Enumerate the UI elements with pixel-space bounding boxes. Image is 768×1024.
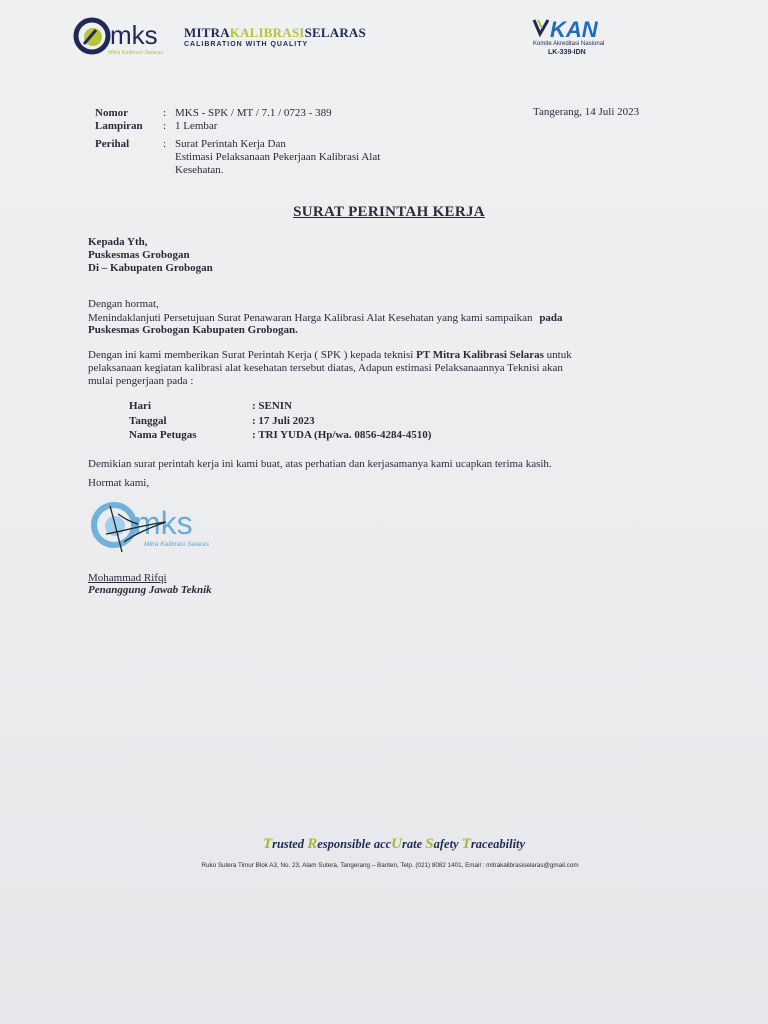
- logo-text: mks: [110, 20, 158, 50]
- motto-cap-5: S: [425, 836, 434, 852]
- brand-part-2: KALIBRASI: [229, 25, 305, 40]
- company-motto: [0, 836, 768, 853]
- detail-label-petugas: Nama Petugas: [129, 429, 197, 441]
- signer-role: Penanggung Jawab Teknik: [88, 584, 212, 596]
- kan-logo-text: KAN: [550, 17, 598, 42]
- motto-word-3: acc: [373, 837, 392, 851]
- motto-word-2: esponsible: [317, 837, 374, 851]
- nomor-value: MKS - SPK / MT / 7.1 / 0723 - 389: [175, 107, 332, 119]
- kan-code: LK-339-IDN: [548, 49, 586, 56]
- kan-subtitle: Komite Akreditasi Nasional: [533, 41, 605, 47]
- perihal-line-1: Surat Perintah Kerja Dan: [175, 138, 286, 150]
- paragraph-2-pre: Dengan ini kami memberikan Surat Perintah Kerja ( SPK ) kepada teknisi: [88, 349, 414, 361]
- detail-value-hari: : SENIN: [252, 400, 293, 412]
- paragraph-2-line-2: pelaksanaan kegiatan kalibrasi alat kesehatan tersebut diatas, Adapun estimasi Pelaksanaannya Teknisi akan: [88, 362, 563, 374]
- paragraph-1-text: Menindaklanjuti Persetujuan Surat Penawaran Harga Kalibrasi Alat Kesehatan yang kami sampaikan: [88, 312, 533, 324]
- motto-cap-4: U: [391, 836, 403, 852]
- motto-cap-1: T: [262, 836, 273, 852]
- stamp-text: mks: [134, 505, 193, 541]
- letter-title: SURAT PERINTAH KERJA: [293, 204, 485, 220]
- closing-sentence: Demikian surat perintah kerja ini kami buat, atas perhatian dan kerjasamanya kami ucapkan terima kasih.: [88, 458, 552, 470]
- logo-subtext: Mitra Kalibrasi Selaras: [108, 50, 164, 56]
- detail-label-tanggal: Tanggal: [129, 415, 167, 427]
- brand-name: [184, 25, 366, 41]
- mks-logo: [72, 14, 182, 58]
- company-stamp: [88, 492, 238, 564]
- brand-tagline: CALIBRATION WITH QUALITY: [184, 41, 309, 48]
- perihal-line-2: Estimasi Pelaksanaan Pekerjaan Kalibrasi Alat: [175, 151, 381, 163]
- paragraph-2-line-3: mulai pengerjaan pada :: [88, 375, 194, 387]
- motto-cap-6: T: [461, 836, 471, 852]
- company-address: Ruko Sutera Timur Blok A3, No. 23, Alam Sutera, Tangerang – Banten, Telp. (021) 8082 1401, Email : mitrakalibrasiselaras@gmail.com: [201, 862, 579, 869]
- detail-label-hari: Hari: [129, 400, 151, 412]
- nomor-label: Nomor: [95, 107, 128, 119]
- lampiran-value: 1 Lembar: [175, 120, 218, 132]
- place-date: Tangerang, 14 Juli 2023: [533, 106, 640, 118]
- perihal-colon: :: [163, 138, 167, 150]
- regards: Hormat kami,: [88, 477, 150, 489]
- recipient-line-1: Kepada Yth,: [88, 236, 148, 248]
- paragraph-2-company: PT Mitra Kalibrasi Selaras: [416, 349, 544, 361]
- nomor-colon: :: [163, 107, 167, 119]
- detail-value-tanggal: : 17 Juli 2023: [252, 415, 315, 427]
- motto-word-5: afety: [433, 837, 462, 851]
- stamp-subtext: Mitra Kalibrasi Selaras: [144, 541, 210, 548]
- paragraph-1-bold: pada: [539, 312, 563, 324]
- perihal-line-3: Kesehatan.: [175, 164, 224, 176]
- lampiran-colon: :: [163, 120, 167, 132]
- greeting: Dengan hormat,: [88, 298, 159, 310]
- perihal-label: Perihal: [95, 138, 130, 150]
- recipient-line-3: Di – Kabupaten Grobogan: [88, 262, 213, 274]
- paragraph-1-line-2: Puskesmas Grobogan Kabupaten Grobogan.: [88, 324, 298, 336]
- brand-part-3: SELARAS: [304, 25, 366, 40]
- brand-part-1: MITRA: [184, 25, 230, 40]
- kan-logo: [532, 16, 626, 42]
- motto-word-4: rate: [402, 837, 426, 851]
- recipient-line-2: Puskesmas Grobogan: [88, 249, 190, 261]
- motto-word-1: rusted: [272, 837, 308, 851]
- motto-cap-2: R: [307, 836, 318, 852]
- lampiran-label: Lampiran: [95, 120, 143, 132]
- detail-value-petugas: : TRI YUDA (Hp/wa. 0856-4284-4510): [252, 429, 432, 441]
- signer-name: Mohammad Rifqi: [88, 572, 167, 584]
- paragraph-2-post: untuk: [546, 349, 572, 361]
- motto-word-6: raceability: [470, 837, 526, 851]
- paragraph-2-line-1: [88, 348, 572, 362]
